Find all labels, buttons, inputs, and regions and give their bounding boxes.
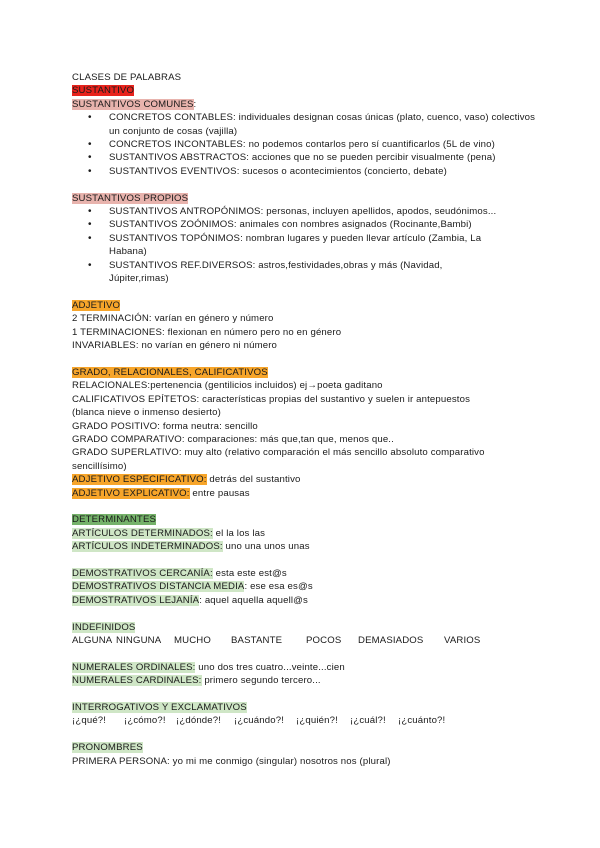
interrogativo-word: ¡¿cuánto?! xyxy=(398,715,446,727)
sustantivos-propios-list xyxy=(72,205,560,285)
indefinido-word: NINGUNA xyxy=(116,634,162,646)
demostrativos-label: DEMOSTRATIVOS CERCANÍA: xyxy=(72,567,213,579)
interrogativo-word: ¡¿dónde?! xyxy=(176,715,222,727)
articulos-text: uno una unos unas xyxy=(222,541,310,553)
item-label: SUSTANTIVOS ANTROPÓNIMOS: xyxy=(109,206,264,218)
interrogativos-row xyxy=(72,714,560,727)
list-item xyxy=(72,138,560,151)
item-text: no podemos contarlos pero sí cuantificarlos (5L de vino) xyxy=(245,139,495,151)
indefinido-word: ALGUNA xyxy=(72,634,113,646)
numerales-text: uno dos tres cuatro...veinte...cien xyxy=(195,661,345,673)
adjetivo-line: 1 TERMINACIONES: flexionan en número pero no en género xyxy=(72,326,342,338)
grado-line: GRADO POSITIVO: forma neutra: sencillo xyxy=(72,420,258,432)
heading-colon: : xyxy=(193,98,197,110)
interrogativo-word: ¡¿cómo?! xyxy=(124,715,166,727)
demostrativos-label: DEMOSTRATIVOS DISTANCIA MEDIA xyxy=(72,581,245,593)
interrogativos-heading: INTERROGATIVOS Y EXCLAMATIVOS xyxy=(72,701,247,713)
grado-line: GRADO SUPERLATIVO: muy alto (relativo comparación el más sencillo absoluto comparativo xyxy=(72,447,485,459)
indefinido-word: BASTANTE xyxy=(231,634,283,646)
grado-line: (blanca nieve o inmenso desierto) xyxy=(72,407,221,419)
item-text: animales con nombres asignados (Rocinante,Bambi) xyxy=(236,219,472,231)
grado-line: GRADO COMPARATIVO: comparaciones: más que,tan que, menos que.. xyxy=(72,433,394,445)
demostrativos-text: esta este est@s xyxy=(212,567,287,579)
document-title: CLASES DE PALABRAS xyxy=(72,72,182,83)
indefinidos-row xyxy=(72,634,560,647)
grado-line: sencillísimo) xyxy=(72,460,127,472)
demostrativos-text: : aquel aquella aquell@s xyxy=(199,594,309,606)
indefinido-word: POCOS xyxy=(306,634,342,646)
interrogativo-word: ¡¿qué?! xyxy=(72,715,107,727)
item-label: CONCRETOS INCONTABLES: xyxy=(109,139,246,151)
item-label: SUSTANTIVOS ABSTRACTOS: xyxy=(109,152,250,164)
pronombres-heading: PRONOMBRES xyxy=(72,742,143,754)
interrogativo-word: ¡¿cuál?! xyxy=(350,715,386,727)
item-text: astros,festividades,obras y más (Navidad, Júpiter,rimas) xyxy=(109,259,443,285)
item-label: SUSTANTIVOS EVENTIVOS: xyxy=(109,165,240,177)
item-text: personas, incluyen apellidos, apodos, seudónimos... xyxy=(263,206,497,218)
item-label: SUSTANTIVOS TOPÓNIMOS: xyxy=(109,232,243,244)
list-item xyxy=(72,111,539,138)
adjetivo-explicativo-text: entre pausas xyxy=(189,487,250,499)
indefinido-word: MUCHO xyxy=(174,634,211,646)
numerales-label: NUMERALES CARDINALES: xyxy=(72,675,202,687)
grado-line: CALIFICATIVOS EPÍTETOS: características propias del sustantivo y suelen ir antepuestos xyxy=(72,393,471,405)
adjetivo-line: INVARIABLES: no varían en género ni número xyxy=(72,340,278,352)
adjetivo-heading: ADJETIVO xyxy=(72,299,121,311)
item-label: SUSTANTIVOS ZOÓNIMOS: xyxy=(109,219,237,231)
adjetivo-especificativo-label: ADJETIVO ESPECIFICATIVO: xyxy=(72,474,207,486)
item-label: SUSTANTIVOS REF.DIVERSOS: xyxy=(109,259,256,271)
articulos-text: el la los las xyxy=(212,527,266,539)
numerales-label: NUMERALES ORDINALES: xyxy=(72,661,196,673)
sustantivos-propios-heading: SUSTANTIVOS PROPIOS xyxy=(72,192,189,204)
articulos-label: ARTÍCULOS INDETERMINADOS: xyxy=(72,541,223,553)
primera-persona-line: PRIMERA PERSONA: yo mi me conmigo (singular) nosotros nos (plural) xyxy=(72,755,391,767)
adjetivo-line: 2 TERMINACIÓN: varían en género y número xyxy=(72,313,274,325)
list-item xyxy=(72,165,560,178)
articulos-label: ARTÍCULOS DETERMINADOS: xyxy=(72,527,213,539)
list-item xyxy=(72,151,560,164)
list-item xyxy=(72,205,560,218)
interrogativo-word: ¡¿cuándo?! xyxy=(234,715,285,727)
sustantivo-heading: SUSTANTIVO xyxy=(72,85,135,97)
item-text: sucesos o acontecimientos (concierto, debate) xyxy=(239,165,447,177)
item-text: nombran lugares y pueden llevar artículo (Zambia, La Habana) xyxy=(109,232,482,258)
list-item xyxy=(72,232,519,259)
indefinido-word: VARIOS xyxy=(444,634,481,646)
demostrativos-text: : ese esa es@s xyxy=(244,581,313,593)
item-label: CONCRETOS CONTABLES: xyxy=(109,112,236,124)
adjetivo-explicativo-label: ADJETIVO EXPLICATIVO: xyxy=(72,487,190,499)
numerales-text: primero segundo tercero... xyxy=(201,675,321,687)
item-text: individuales designan cosas únicas (plato, cuenco, vaso) colectivos un conjunto de cosas (vajilla) xyxy=(109,112,536,137)
adjetivo-especificativo-text: detrás del sustantivo xyxy=(206,474,301,486)
determinantes-heading: DETERMINANTES xyxy=(72,514,157,526)
interrogativo-word: ¡¿quién?! xyxy=(296,715,338,727)
sustantivos-comunes-list xyxy=(72,111,560,178)
indefinido-word: DEMASIADOS xyxy=(358,634,424,646)
grado-line: RELACIONALES:pertenencia (gentilicios incluidos) ej→poeta gaditano xyxy=(72,380,383,392)
sustantivos-comunes-heading: SUSTANTIVOS COMUNES xyxy=(72,98,194,110)
indefinidos-heading: INDEFINIDOS xyxy=(72,621,136,633)
list-item xyxy=(72,259,489,286)
demostrativos-label: DEMOSTRATIVOS LEJANÍA xyxy=(72,594,200,606)
list-item xyxy=(72,218,560,231)
item-text: acciones que no se pueden percibir visualmente (pena) xyxy=(249,152,496,164)
grado-heading: GRADO, RELACIONALES, CALIFICATIVOS xyxy=(72,366,268,378)
